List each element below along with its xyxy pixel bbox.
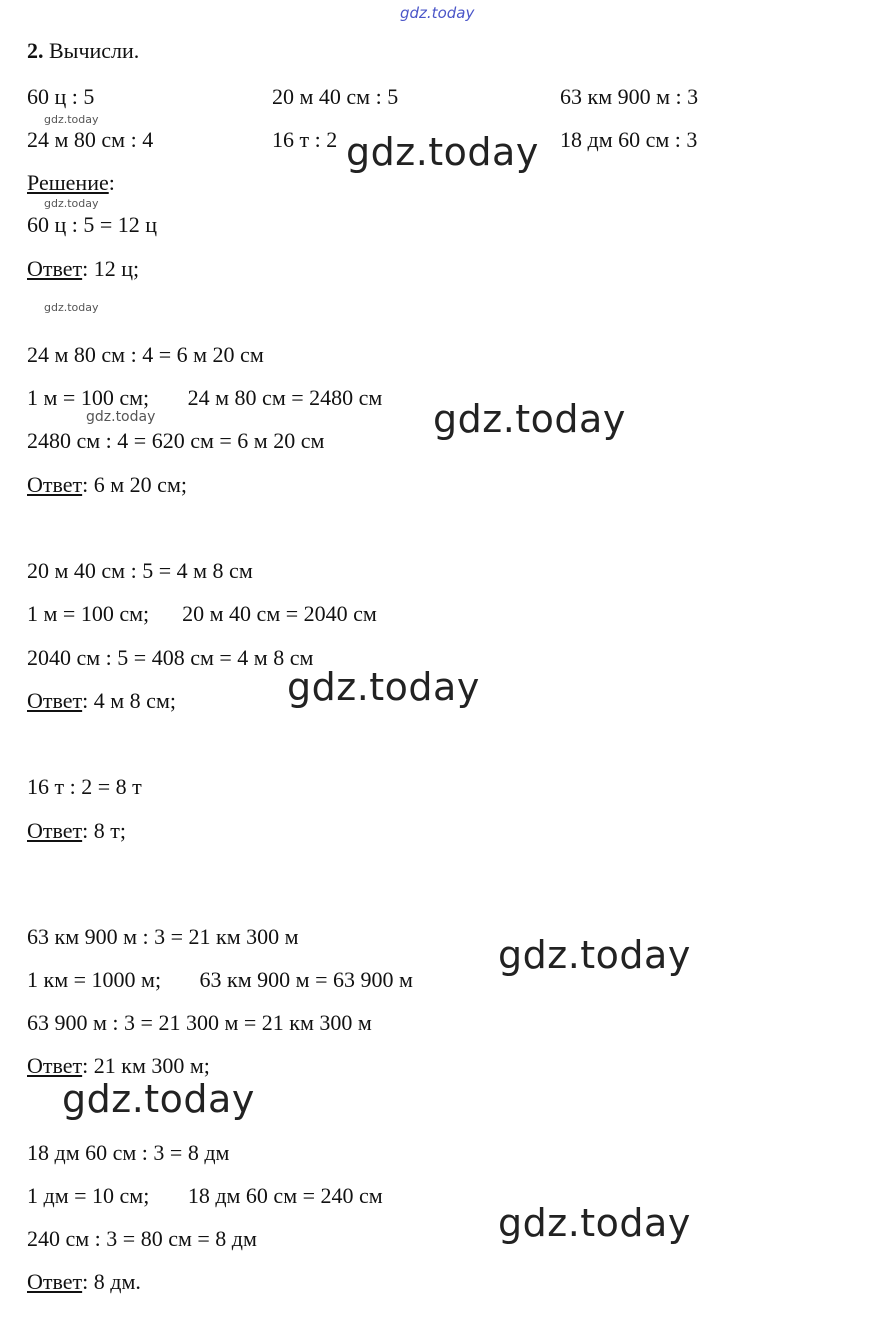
solution-line: 16 т : 2 = 8 т	[27, 774, 142, 799]
answer-value: : 4 м 8 см;	[82, 688, 176, 713]
answer-line	[27, 1269, 141, 1295]
solution-heading: Решение:	[27, 170, 115, 195]
solution-line: 1 м = 100 см; 20 м 40 см = 2040 см	[27, 601, 377, 626]
solution-line: 60 ц : 5 = 12 ц	[27, 212, 158, 237]
solution-label: Решение	[27, 170, 109, 195]
solution-line: 2480 см : 4 = 620 см = 6 м 20 см	[27, 428, 325, 453]
answer-label: Ответ	[27, 1269, 83, 1294]
problem-4: 24 м 80 см : 4	[27, 127, 154, 152]
watermark-large: gdz.today	[62, 1077, 255, 1121]
solution-line: 1 м = 100 см; 24 м 80 см = 2480 см	[27, 385, 383, 410]
answer-line	[27, 688, 176, 714]
solution-line: 63 км 900 м : 3 = 21 км 300 м	[27, 924, 299, 949]
watermark-top: gdz.today	[400, 4, 475, 22]
answer-line	[27, 818, 126, 844]
problem-5: 16 т : 2	[272, 127, 338, 152]
problem-1: 60 ц : 5	[27, 84, 95, 109]
problem-6: 18 дм 60 см : 3	[560, 127, 698, 152]
answer-line	[27, 256, 139, 282]
solution-line: 20 м 40 см : 5 = 4 м 8 см	[27, 558, 253, 583]
answer-label: Ответ	[27, 818, 83, 843]
problem-3: 63 км 900 м : 3	[560, 84, 699, 109]
watermark-small: gdz.today	[86, 409, 156, 425]
watermark-small: gdz.today	[44, 113, 99, 126]
watermark-large: gdz.today	[498, 933, 691, 977]
watermark-large: gdz.today	[287, 665, 480, 709]
solution-line: 2040 см : 5 = 408 см = 4 м 8 см	[27, 645, 314, 670]
answer-value: : 21 км 300 м;	[82, 1053, 210, 1078]
answer-value: : 8 т;	[82, 818, 126, 843]
answer-label: Ответ	[27, 1053, 83, 1078]
problem-2: 20 м 40 см : 5	[272, 84, 399, 109]
watermark-large: gdz.today	[433, 397, 626, 441]
solution-line: 18 дм 60 см : 3 = 8 дм	[27, 1140, 230, 1165]
answer-label: Ответ	[27, 472, 83, 497]
task-title: Вычисли.	[49, 38, 140, 63]
watermark-large: gdz.today	[346, 130, 539, 174]
answer-line	[27, 472, 187, 498]
answer-value: : 12 ц;	[82, 256, 140, 281]
watermark-large: gdz.today	[498, 1201, 691, 1245]
solution-line: 1 дм = 10 см; 18 дм 60 см = 240 см	[27, 1183, 383, 1208]
watermark-small: gdz.today	[44, 197, 99, 210]
task-heading	[27, 38, 139, 64]
solution-line: 1 км = 1000 м; 63 км 900 м = 63 900 м	[27, 967, 413, 992]
answer-line	[27, 1053, 210, 1079]
solution-line: 24 м 80 см : 4 = 6 м 20 см	[27, 342, 264, 367]
answer-label: Ответ	[27, 256, 83, 281]
answer-value: : 8 дм.	[82, 1269, 141, 1294]
task-number: 2.	[27, 38, 44, 63]
solution-line: 240 см : 3 = 80 см = 8 дм	[27, 1226, 257, 1251]
answer-label: Ответ	[27, 688, 83, 713]
answer-value: : 6 м 20 см;	[82, 472, 187, 497]
solution-line: 63 900 м : 3 = 21 300 м = 21 км 300 м	[27, 1010, 372, 1035]
watermark-small: gdz.today	[44, 301, 99, 314]
